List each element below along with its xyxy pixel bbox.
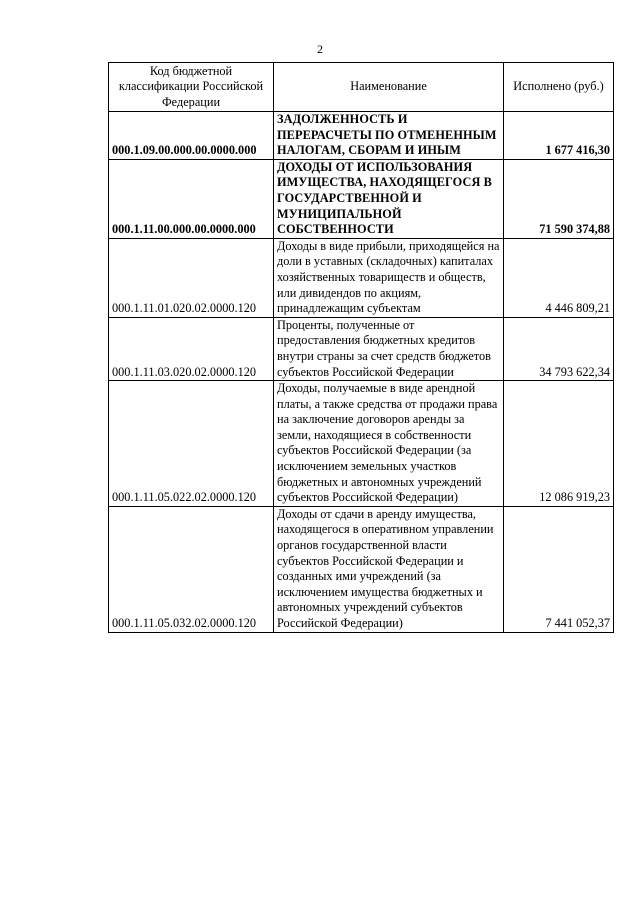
page-number: 2 <box>317 42 323 56</box>
item-name-cell: Доходы в виде прибыли, приходящейся на доли в уставных (складочных) капиталах хозяйственных товариществ и обществ, или дивидендов по акциям, принадлежащим субъектам <box>274 238 504 317</box>
executed-sum-cell: 34 793 622,34 <box>504 317 614 380</box>
header-name: Наименование <box>274 63 504 112</box>
table-row <box>109 159 614 238</box>
table-header-row <box>109 63 614 112</box>
budget-code-cell: 000.1.09.00.000.00.0000.000 <box>109 112 274 160</box>
budget-table <box>108 62 614 633</box>
header-sum: Исполнено (руб.) <box>504 63 614 112</box>
table-row <box>109 238 614 317</box>
item-name-cell: ДОХОДЫ ОТ ИСПОЛЬЗОВАНИЯ ИМУЩЕСТВА, НАХОДЯЩЕГОСЯ В ГОСУДАРСТВЕННОЙ И МУНИЦИПАЛЬНОЙ СОБСТВЕННОСТИ <box>274 159 504 238</box>
executed-sum-cell: 4 446 809,21 <box>504 238 614 317</box>
table-row <box>109 112 614 160</box>
table-row <box>109 317 614 380</box>
budget-code-cell: 000.1.11.01.020.02.0000.120 <box>109 238 274 317</box>
table-row <box>109 381 614 507</box>
header-code: Код бюджетной классификации Российской Федерации <box>109 63 274 112</box>
item-name-cell: Проценты, полученные от предоставления бюджетных кредитов внутри страны за счет средств бюджетов субъектов Российской Федерации <box>274 317 504 380</box>
executed-sum-cell: 1 677 416,30 <box>504 112 614 160</box>
budget-code-cell: 000.1.11.05.032.02.0000.120 <box>109 506 274 632</box>
item-name-cell: ЗАДОЛЖЕННОСТЬ И ПЕРЕРАСЧЕТЫ ПО ОТМЕНЕННЫМ НАЛОГАМ, СБОРАМ И ИНЫМ <box>274 112 504 160</box>
budget-code-cell: 000.1.11.00.000.00.0000.000 <box>109 159 274 238</box>
budget-code-cell: 000.1.11.03.020.02.0000.120 <box>109 317 274 380</box>
item-name-cell: Доходы, получаемые в виде арендной платы, а также средства от продажи права на заключение договоров аренды за земли, находящиеся в собственности субъектов Российской Федерации (за исключением земельных участков бюджетных и автономных учреждений субъектов Российской Федерации) <box>274 381 504 507</box>
item-name-cell: Доходы от сдачи в аренду имущества, находящегося в оперативном управлении органов государственной власти субъектов Российской Федерации и созданных ими учреждений (за исключением имущества бюджетных и автономных учреждений субъектов Российской Федерации) <box>274 506 504 632</box>
executed-sum-cell: 12 086 919,23 <box>504 381 614 507</box>
budget-code-cell: 000.1.11.05.022.02.0000.120 <box>109 381 274 507</box>
executed-sum-cell: 71 590 374,88 <box>504 159 614 238</box>
table-row <box>109 506 614 632</box>
executed-sum-cell: 7 441 052,37 <box>504 506 614 632</box>
